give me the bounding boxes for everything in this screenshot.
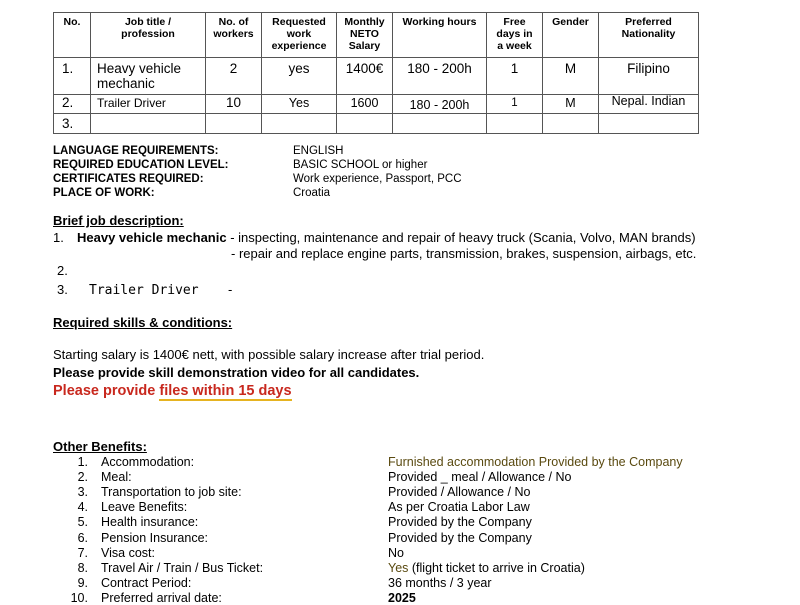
- place-label: PLACE OF WORK:: [53, 187, 155, 199]
- benefit-label: Transportation to job site:: [101, 485, 242, 499]
- cell-experience: Yes: [262, 95, 337, 114]
- description-item-3-dash: -: [228, 282, 233, 297]
- language-label: LANGUAGE REQUIREMENTS:: [53, 145, 219, 157]
- cell-free-days: [487, 114, 543, 134]
- benefit-value: Provided by the Company: [388, 531, 532, 545]
- skills-heading: Required skills & conditions:: [53, 315, 233, 330]
- cell-workers: [206, 114, 262, 134]
- cell-experience: yes: [262, 58, 337, 95]
- benefit-value: As per Croatia Labor Law: [388, 500, 530, 514]
- benefit-value: 2025: [388, 591, 416, 605]
- cell-gender: M: [543, 58, 599, 95]
- files-deadline-prefix: Please provide: [53, 383, 160, 399]
- benefit-number: 6.: [77, 531, 88, 545]
- benefit-number: 9.: [77, 576, 88, 590]
- cell-job-title: [91, 114, 206, 134]
- table-row: [54, 58, 699, 95]
- benefit-label: Leave Benefits:: [101, 500, 188, 514]
- benefits-heading: Other Benefits:: [53, 439, 147, 454]
- description-item-3-title: Trailer Driver: [89, 283, 199, 298]
- benefit-number: 1.: [77, 455, 88, 469]
- description-item-3-number: 3.: [57, 282, 68, 297]
- benefit-label: Accommodation:: [101, 455, 195, 469]
- cell-hours: 180 - 200h: [393, 95, 487, 114]
- col-header-no: No.: [54, 13, 91, 58]
- cell-salary: 1400€: [337, 58, 393, 95]
- certificates-label: CERTIFICATES REQUIRED:: [53, 173, 204, 185]
- benefit-value-prefix: Yes: [388, 561, 409, 575]
- description-item-1-line-2: - repair and replace engine parts, transmission, brakes, suspension, airbags, etc.: [231, 246, 697, 261]
- cell-gender: M: [543, 95, 599, 114]
- benefit-value: 36 months / 3 year: [388, 576, 492, 590]
- job-table: [53, 12, 699, 134]
- files-deadline-highlight: files within 15 days: [159, 383, 292, 399]
- benefit-label: Travel Air / Train / Bus Ticket:: [101, 561, 264, 575]
- description-item-1-title: Heavy vehicle mechanic: [77, 230, 227, 245]
- col-header-free-days: Free days in a week: [487, 13, 543, 58]
- benefit-label: Health insurance:: [101, 515, 199, 529]
- benefit-label: Visa cost:: [101, 546, 155, 560]
- cell-hours: 180 - 200h: [393, 58, 487, 95]
- cell-nationality: Filipino: [599, 58, 699, 95]
- benefit-value: Provided _ meal / Allowance / No: [388, 470, 572, 484]
- benefit-number: 2.: [77, 470, 88, 484]
- cell-gender: [543, 114, 599, 134]
- benefit-label: Preferred arrival date:: [101, 591, 222, 605]
- col-header-hours: Working hours: [393, 13, 487, 58]
- benefit-value: Provided by the Company: [388, 515, 532, 529]
- table-row: [54, 95, 699, 114]
- description-item-2-number: 2.: [57, 263, 68, 278]
- benefit-value-detail: (flight ticket to arrive in Croatia): [408, 561, 585, 575]
- education-value: BASIC SCHOOL or higher: [293, 159, 428, 171]
- benefit-label: Pension Insurance:: [101, 531, 209, 545]
- benefit-value: Provided / Allowance / No: [388, 485, 531, 499]
- description-item-1-number: 1.: [53, 230, 64, 245]
- benefit-label: Contract Period:: [101, 576, 192, 590]
- cell-salary: [337, 114, 393, 134]
- place-value: Croatia: [293, 187, 331, 199]
- cell-nationality: Nepal. Indian: [599, 95, 699, 114]
- benefit-value: No: [388, 546, 404, 560]
- description-item-1-line-1: - inspecting, maintenance and repair of heavy truck (Scania, Volvo, MAN brands): [226, 230, 696, 245]
- cell-nationality: [599, 114, 699, 134]
- video-line: Please provide skill demonstration video for all candidates.: [53, 365, 420, 380]
- cell-experience: [262, 114, 337, 134]
- cell-salary: 1600: [337, 95, 393, 114]
- cell-no: 3.: [54, 114, 91, 134]
- benefit-number: 5.: [77, 515, 88, 529]
- cell-no: 1.: [54, 58, 91, 95]
- description-item-1: [77, 230, 696, 246]
- benefit-value: [388, 561, 585, 575]
- benefit-number: 3.: [77, 485, 88, 499]
- benefit-label: Meal:: [101, 470, 132, 484]
- cell-hours: [393, 114, 487, 134]
- cell-job-title: Trailer Driver: [91, 95, 206, 114]
- col-header-experience: Requested work experience: [262, 13, 337, 58]
- benefit-number: 8.: [77, 561, 88, 575]
- cell-job-title: Heavy vehicle mechanic: [91, 58, 206, 95]
- table-row: [54, 114, 699, 134]
- benefit-number: 4.: [77, 500, 88, 514]
- cell-no: 2.: [54, 95, 91, 114]
- job-description-heading: Brief job description:: [53, 213, 184, 228]
- col-header-nationality: Preferred Nationality: [599, 13, 699, 58]
- education-label: REQUIRED EDUCATION LEVEL:: [53, 159, 229, 171]
- certificates-value: Work experience, Passport, PCC: [293, 173, 462, 185]
- benefit-value: Furnished accommodation Provided by the Company: [388, 455, 683, 469]
- benefit-number: 10.: [70, 591, 88, 605]
- cell-free-days: 1: [487, 58, 543, 95]
- language-value: ENGLISH: [293, 145, 344, 157]
- col-header-job-title: Job title / profession: [91, 13, 206, 58]
- files-deadline-line: [53, 383, 292, 399]
- col-header-gender: Gender: [543, 13, 599, 58]
- benefit-number: 7.: [77, 546, 88, 560]
- salary-line: Starting salary is 1400€ nett, with possible salary increase after trial period.: [53, 347, 485, 362]
- col-header-salary: Monthly NETO Salary: [337, 13, 393, 58]
- cell-workers: 2: [206, 58, 262, 95]
- col-header-workers: No. of workers: [206, 13, 262, 58]
- cell-free-days: 1: [487, 95, 543, 114]
- cell-workers: 10: [206, 95, 262, 114]
- table-header-row: [54, 13, 699, 58]
